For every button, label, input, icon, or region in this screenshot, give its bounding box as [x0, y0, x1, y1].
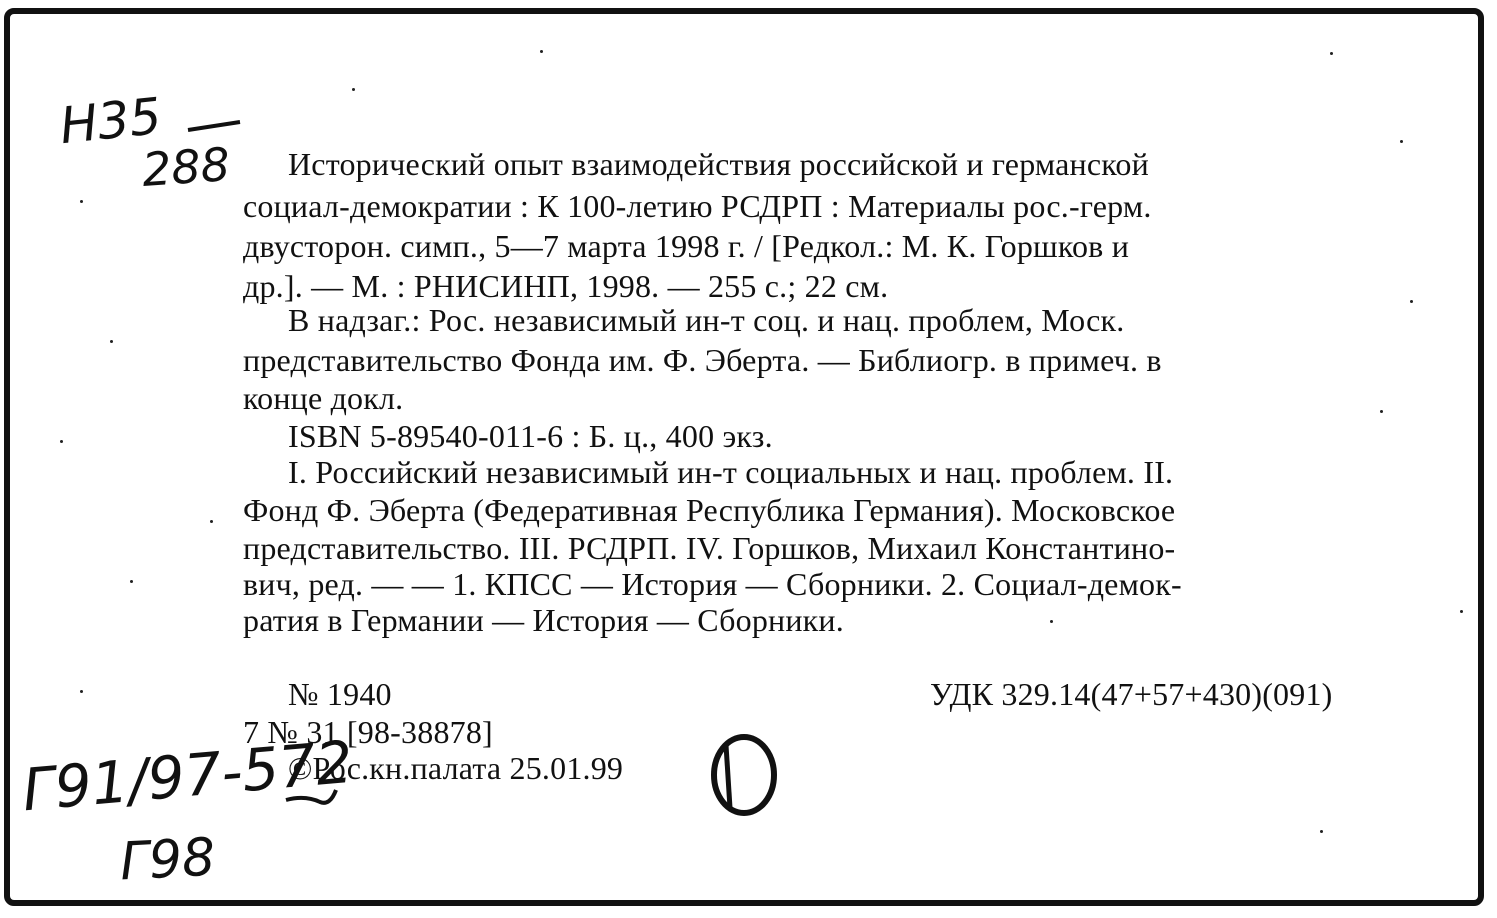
speck: [1320, 830, 1323, 833]
speck: [60, 440, 63, 443]
subject-line-2: Фонд Ф. Эберта (Федеративная Республика Германия). Московское: [243, 492, 1176, 528]
stamp-circle-mark: [714, 737, 774, 813]
series-number: 7 № 31 [98-38878]: [243, 714, 493, 750]
speck: [80, 200, 83, 203]
speck: [1460, 610, 1463, 613]
note-line-3: конце докл.: [243, 380, 404, 416]
speck: [1410, 300, 1413, 303]
main-line-2: социал-демократии : К 100-летию РСДРП : Материалы рос.-герм.: [243, 188, 1152, 224]
subject-line-5: ратия в Германии — История — Сборники.: [243, 602, 844, 638]
speck: [210, 520, 213, 523]
note-line-1: В надзаг.: Рос. независимый ин-т соц. и нац. проблем, Моск.: [288, 302, 1125, 338]
book-chamber-stamp: ©Рос.кн.палата 25.01.99: [288, 750, 624, 786]
shelfmark-top: Н35: [57, 86, 164, 156]
underline-stroke: [286, 790, 336, 803]
main-line-4: др.]. — М. : РНИСИНП, 1998. — 255 с.; 22 см.: [243, 268, 889, 304]
udc-classification: УДК 329.14(47+57+430)(091): [930, 676, 1333, 712]
main-line-1: Исторический опыт взаимодействия российской и германской: [288, 146, 1149, 182]
stamp-stroke: [726, 745, 730, 808]
speck: [352, 88, 355, 91]
speck: [1330, 52, 1333, 55]
note-line-2: представительство Фонда им. Ф. Эберта. — Библиогр. в примеч. в: [243, 342, 1162, 378]
handwritten-bottom-line2: Г98: [118, 827, 217, 893]
speck: [80, 690, 83, 693]
shelfmark-sub: 288: [140, 137, 232, 197]
shelfmark-dash: [188, 122, 240, 130]
speck: [110, 340, 113, 343]
isbn-line: ISBN 5-89540-011-6 : Б. ц., 400 экз.: [288, 418, 773, 454]
subject-line-3: представительство. III. РСДРП. IV. Горшков, Михаил Константино-: [243, 530, 1176, 566]
speck: [1380, 410, 1383, 413]
speck: [130, 580, 133, 583]
speck: [540, 50, 543, 53]
card-number: № 1940: [288, 676, 392, 712]
speck: [1050, 620, 1053, 623]
subject-line-1: I. Российский независимый ин-т социальных и нац. проблем. II.: [288, 454, 1174, 490]
handwritten-bottom-line1: Г91/97-572: [19, 727, 356, 825]
speck: [1400, 140, 1403, 143]
main-line-3: двусторон. симп., 5—7 марта 1998 г. / [Редкол.: М. К. Горшков и: [243, 228, 1130, 264]
subject-line-4: вич, ред. — — 1. КПСС — История — Сборники. 2. Социал-демок-: [243, 566, 1182, 602]
